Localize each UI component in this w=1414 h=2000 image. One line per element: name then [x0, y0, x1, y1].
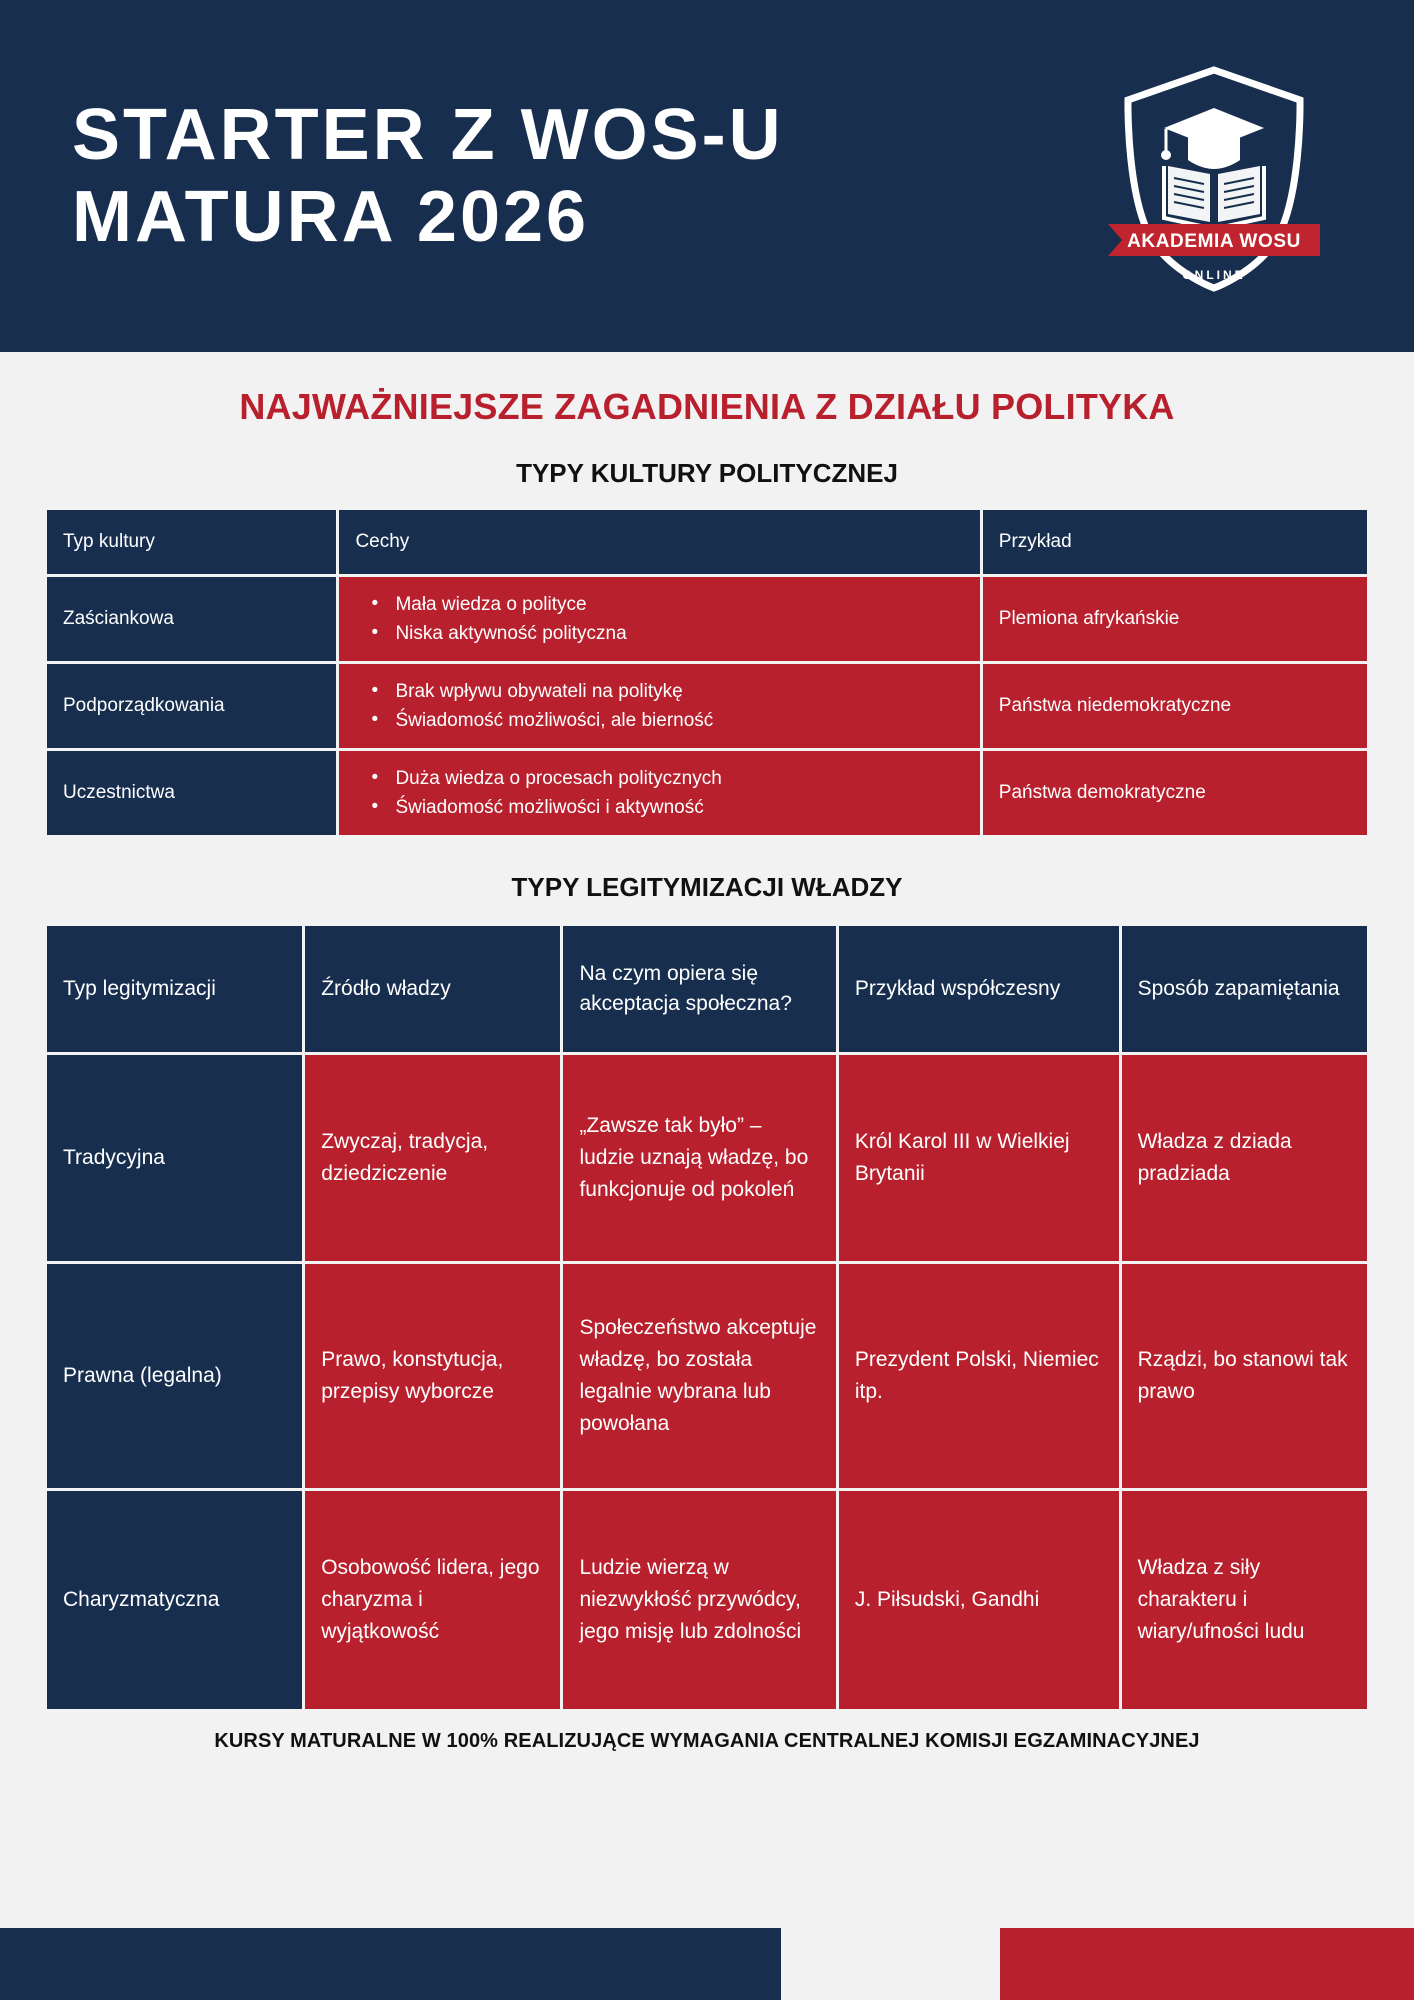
cell-features [339, 577, 979, 661]
footer-bar-gap [781, 1928, 1000, 2000]
cell-type: Tradycyjna [47, 1055, 302, 1261]
footer-tagline: KURSY MATURALNE W 100% REALIZUJĄCE WYMAGANIA CENTRALNEJ KOMISJI EGZAMINACYJNEJ [214, 1730, 1200, 1752]
column-header-zrodlo-wladzy: Źródło władzy [305, 926, 560, 1052]
list-item: • Niska aktywność polityczna [369, 619, 963, 648]
list-item: • Mała wiedza o polityce [369, 590, 963, 619]
column-header-akceptacja-spoleczna: Na czym opiera się akceptacja społeczna? [563, 926, 835, 1052]
table-typy-kultury-politycznej [44, 507, 1370, 838]
cell-acceptance: Społeczeństwo akceptuje władzę, bo została legalnie wybrana lub powołana [563, 1264, 835, 1488]
cell-mnemonic: Władza z siły charakteru i wiary/ufności ludu [1122, 1491, 1367, 1709]
column-header-przyklad: Przykład [983, 510, 1367, 574]
footer-bar-red [1000, 1928, 1414, 2000]
table-header-row [47, 510, 1367, 574]
main-content [0, 352, 1414, 1928]
cell-type: Prawna (legalna) [47, 1264, 302, 1488]
table-row [47, 1491, 1367, 1709]
table-row [47, 577, 1367, 661]
feature-list [355, 677, 963, 736]
cell-example: Państwa niedemokratyczne [983, 664, 1367, 748]
cell-type: Charyzmatyczna [47, 1491, 302, 1709]
list-item: • Duża wiedza o procesach politycznych [369, 764, 963, 793]
cell-source: Zwyczaj, tradycja, dziedziczenie [305, 1055, 560, 1261]
feature-list [355, 764, 963, 823]
cell-type: Uczestnictwa [47, 751, 336, 835]
page-title-line-2: MATURA 2026 [72, 177, 590, 257]
column-header-typ-kultury: Typ kultury [47, 510, 336, 574]
list-item: • Świadomość możliwości, ale bierność [369, 706, 963, 735]
table-row [47, 1264, 1367, 1488]
list-item: • Brak wpływu obywateli na politykę [369, 677, 963, 706]
logo-text-layer [1104, 56, 1324, 296]
footer-bar-navy [0, 1928, 781, 2000]
cell-acceptance: „Zawsze tak było” – ludzie uznają władzę, bo funkcjonuje od pokoleń [563, 1055, 835, 1261]
cell-source: Osobowość lidera, jego charyzma i wyjątkowość [305, 1491, 560, 1709]
cell-source: Prawo, konstytucja, przepisy wyborcze [305, 1264, 560, 1488]
table-row [47, 664, 1367, 748]
cell-type: Zaściankowa [47, 577, 336, 661]
header-banner [0, 0, 1414, 352]
page-title-line-1: STARTER Z WOS-U [72, 94, 784, 175]
column-header-sposob-zapamietania: Sposób zapamiętania [1122, 926, 1367, 1052]
list-item: • Świadomość możliwości i aktywność [369, 793, 963, 822]
column-header-typ-legitymizacji: Typ legitymizacji [47, 926, 302, 1052]
table-row [47, 1055, 1367, 1261]
cell-mnemonic: Władza z dziada pradziada [1122, 1055, 1367, 1261]
section1-title: TYPY KULTURY POLITYCZNEJ [516, 458, 898, 488]
feature-list [355, 590, 963, 649]
table-row [47, 751, 1367, 835]
table-typy-legitymizacji-wladzy [44, 923, 1370, 1712]
section2-title: TYPY LEGITYMIZACJI WŁADZY [511, 872, 903, 902]
cell-features [339, 751, 979, 835]
brand-logo [1104, 56, 1324, 296]
table-header-row [47, 926, 1367, 1052]
logo-online-text: ONLINE [1182, 268, 1246, 282]
cell-mnemonic: Rządzi, bo stanowi tak prawo [1122, 1264, 1367, 1488]
cell-example: Prezydent Polski, Niemiec itp. [839, 1264, 1119, 1488]
footer-color-bars [0, 1928, 1414, 2000]
column-header-przyklad-wspolczesny: Przykład współczesny [839, 926, 1119, 1052]
cell-example: Plemiona afrykańskie [983, 577, 1367, 661]
column-header-cechy: Cechy [339, 510, 979, 574]
cell-features [339, 664, 979, 748]
page-title [72, 94, 1104, 258]
cell-example: J. Piłsudski, Gandhi [839, 1491, 1119, 1709]
cell-acceptance: Ludzie wierzą w niezwykłość przywódcy, jego misję lub zdolności [563, 1491, 835, 1709]
logo-ribbon-text: AKADEMIA WOSU [1127, 231, 1301, 252]
cell-type: Podporządkowania [47, 664, 336, 748]
main-heading: NAJWAŻNIEJSZE ZAGADNIENIA Z DZIAŁU POLITYKA [239, 386, 1175, 427]
cell-example: Państwa demokratyczne [983, 751, 1367, 835]
cell-example: Król Karol III w Wielkiej Brytanii [839, 1055, 1119, 1261]
